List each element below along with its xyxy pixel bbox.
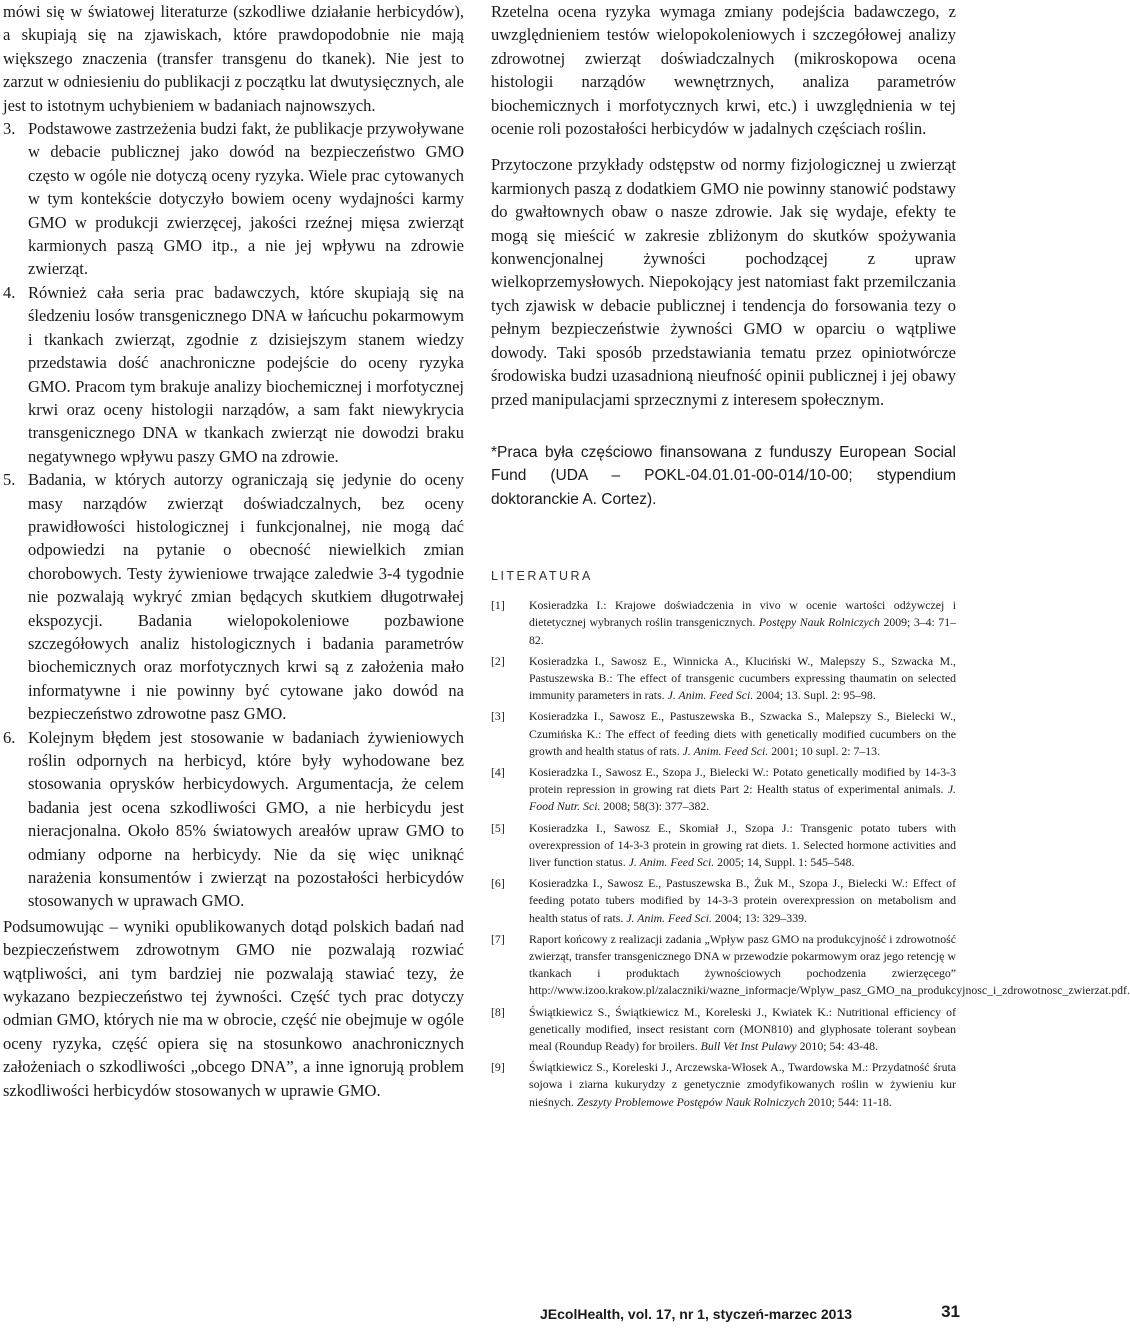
funding-note: *Praca była częściowo finansowana z funduszy European Social Fund (UDA – POKL-04.01.01-00-014/10-00; stypendium doktoranckie A. Cortez). — [491, 443, 956, 508]
list-item — [3, 117, 464, 281]
reference-number: [4] — [491, 764, 505, 779]
reference-number: [3] — [491, 709, 505, 724]
reference-item — [491, 875, 956, 927]
reference-journal: Zeszyty Problemowe Postępów Nauk Rolniczych — [576, 1094, 806, 1109]
reference-journal: Postępy Nauk Rolniczych — [758, 615, 880, 630]
list-item-number: 4. — [3, 282, 16, 302]
reference-number: [9] — [491, 1060, 505, 1075]
numbered-list — [3, 117, 464, 913]
summary-paragraph: Podsumowując – wyniki opublikowanych dotąd polskich badań nad bezpieczeństwem zdrowotnym GMO nie pozwalają rozwiać wątpliwości, ani tym bardziej nie pozwalają stawiać tezy, że wykazano bezpieczeństwo tej żywności. Część tych prac dotyczy odmian GMO, których nie ma w obrocie, część nie obejmuje w ogóle oceny ryzyka, część opiera się na stosunkowo anachronicznych założeniach o szkodliwości „obcego DNA”, a inne ignorują problem szkodliwości herbicydów stosowanych w uprawie GMO. — [3, 916, 464, 1100]
reference-text: Kosieradzka I., Sawosz E., Skomiał J., Szopa J.: Transgenic potato tubers with overexpression of 14-3-3 protein in growing rat diets. 1. Selected hormone activities and liver function status. — [529, 820, 956, 869]
right-column — [491, 0, 1130, 1115]
list-item-text: Badania, w których autorzy ograniczają się jedynie do oceny masy narządów zwierząt doświadczalnych, bez oceny prawidłowości histologicznej i funkcjonalnej, nie mogą dać odpowiedzi na pytanie o obecność niewielkich zmian chorobowych. Testy żywieniowe trwające zaledwie 3-4 tygodnie nie pozwalają wykryć zmian będących skutkiem długotrwałej ekspozycji. Badania wielopokoleniowe pozbawione szczegółowych analiz histologicznych i badania parametrów biochemicznych oraz morfotycznych krwi są z założenia mało informatywne i nie powinny być cytowane jako dowód na bezpieczeństwo zdrowotne pasz GMO. — [28, 470, 464, 724]
list-item-text: Podstawowe zastrzeżenia budzi fakt, że publikacje przywoływane w debacie publicznej jako dowód na bezpieczeństwo GMO często w ogóle nie dotyczą oceny ryzyka. Wiele prac cytowanych w tym kontekście dotyczyło bowiem oceny wydajności karmy GMO w produkcji zwierzęcej, jakości rzeźnej mięsa zwierząt karmionych paszą GMO itp., a nie jej wpływu na zdrowie zwierząt. — [28, 119, 464, 279]
reference-text: Kosieradzka I.: Krajowe doświadczenia in vivo w ocenie wartości odżywczej i dietetycznej wybranych roślin transgenicznych. — [529, 598, 956, 630]
list-item-number: 3. — [3, 119, 16, 139]
reference-text: Świątkiewicz S., Świątkiewicz M., Koreleski J., Kwiatek K.: Nutritional efficiency of genetically modified, insect resistant corn (MON810) and glyphosate tolerant soybean meal (Roundup Ready) for broilers. — [529, 1004, 956, 1053]
reference-details: 2009; 3–4: 71–82. — [529, 615, 957, 647]
reference-journal: J. Anim. Feed Sci. — [628, 854, 715, 869]
reference-text: Raport końcowy z realizacji zadania „Wpływ pasz GMO na produkcyjność i zdrowotność zwierząt, transfer transgenicznego DNA w przewodzie pokarmowym oraz jego retencję w tkankach i produktach żywnościowych pochodzenia zwierzęcego” http://www.izoo.krakow.pl/zalaczniki/wazne_informacje/Wplyw_pasz_GMO_na_produkcyjnosc_i_zdrowotnosc_zwierzat.pdf. — [529, 931, 1130, 998]
reference-text: Kosieradzka I., Sawosz E., Pastuszewska B., Szwacka S., Malepszy S., Bielecki W., Czumińska K.: The effect of feeding diets with genetically modified cucumbers on the growth and health status of rats. — [529, 709, 956, 758]
reference-journal: J. Anim. Feed Sci. — [626, 910, 712, 925]
page-number: 31 — [941, 1302, 960, 1321]
examples-paragraph: Przytoczone przykłady odstępstw od normy fizjologicznej u zwierząt karmionych paszą z dodatkiem GMO nie powinny stanowić podstawy do gwałtownych obaw o nasze zdrowie. Jak się wydaje, efekty te mogą się mieścić w zakresie zbliżonym do skutków spożywania konwencjonalnej żywności pochodzącej z upraw wielkoprzemysłowych. Niepokojący jest natomiast fakt przemilczania tych zjawisk w debacie publicznej i tendencja do forsowania tezy o pełnym bezpieczeństwie żywności GMO w oparciu o wątpliwe dowody. Taki sposób przedstawiania tematu przez opiniotwórcze środowiska budzi uzasadnioną nieufność opinii publicznej i jej obawy przed manipulacjami sprzecznymi z interesem społecznym. — [491, 155, 956, 409]
reference-item — [491, 820, 956, 872]
page-footer — [540, 1302, 960, 1326]
reference-journal: J. Food Nutr. Sci. — [529, 782, 956, 814]
reference-details: 2010; 544: 11-18. — [805, 1094, 892, 1109]
reference-number: [6] — [491, 876, 505, 891]
reference-item — [491, 708, 956, 760]
list-item-number: 5. — [3, 470, 16, 490]
reference-item — [491, 1059, 956, 1111]
reference-number: [1] — [491, 598, 505, 613]
intro-paragraph: mówi się w światowej literaturze (szkodliwe działanie herbicydów), a skupiają się na zjawiskach, które prawdopodobnie nie mają większego znaczenia (transfer transgenu do tkanek). Nie jest to zarzut w odniesieniu do publikacji z początku lat dwutysięcznych, ale jest to istotnym uchybieniem w badaniach najnowszych. — [3, 2, 464, 115]
reference-text: Kosieradzka I., Sawosz E., Szopa J., Bielecki W.: Potato genetically modified by 14-3-3 protein repression in growing rat diets Part 2: Health status of experimental animals. — [529, 764, 956, 797]
list-item-text: Kolejnym błędem jest stosowanie w badaniach żywieniowych roślin odpornych na herbicyd, które były wyhodowane bez stosowania oprysków herbicydowych. Argumentacja, że celem badania jest ocena szkodliwości GMO, a nie herbicydu jest nieracjonalna. Około 85% światowych areałów upraw GMO to odmiany odporne na herbicydy. Nie da się więc uniknąć narażenia konsumentów i zwierząt na pozostałości herbicydów stosowanych w uprawach GMO. — [28, 727, 464, 911]
reference-number: [7] — [491, 931, 505, 946]
list-item — [3, 468, 464, 725]
reference-number: [8] — [491, 1004, 505, 1019]
reference-item — [491, 653, 956, 705]
literature-heading: LITERATURA — [491, 569, 593, 584]
reference-number: [2] — [491, 653, 505, 668]
reference-details: 2004; 13. Supl. 2: 95–98. — [753, 688, 876, 703]
assessment-paragraph: Rzetelna ocena ryzyka wymaga zmiany podejścia badawczego, z uwzględnieniem testów wielopokoleniowych i szczegółowej analizy zdrowotnej zwierząt doświadczalnych (mikroskopowa ocena histologii narządów wewnętrznych, analiza parametrów biochemicznych i morfotycznych krwi, etc.) i uwzględnienia w tej ocenie roli pozostałości herbicydów w jadalnych częściach roślin. — [491, 2, 956, 139]
reference-text: Kosieradzka I., Sawosz E., Winnicka A., Kluciński W., Malepszy S., Szwacka M., Pastuszewska B.: The effect of transgenic cucumbers expressing thaumatin on selected immunity parameters in rats. — [529, 653, 956, 703]
reference-item — [491, 1004, 956, 1056]
reference-journal: J. Anim. Feed Sci. — [682, 743, 769, 758]
list-item — [3, 726, 464, 913]
list-item-number: 6. — [3, 727, 16, 747]
reference-number: [5] — [491, 820, 505, 835]
reference-details: 2010; 54: 43-48. — [796, 1039, 878, 1053]
list-item — [3, 281, 464, 468]
reference-text: Świątkiewicz S., Koreleski J., Arczewska-Włosek A., Twardowska M.: Przydatność śruta sojowa i ziarna kukurydzy z genetycznie zmodyfikowanych roślin w żywieniu kur nieśnych. — [529, 1060, 956, 1109]
reference-list — [491, 597, 1130, 1111]
reference-journal: Bull Vet Inst Pulawy — [700, 1039, 797, 1053]
reference-details: 2001; 10 supl. 2: 7–13. — [768, 743, 881, 758]
reference-item — [491, 931, 1130, 1000]
reference-details: 2008; 58(3): 377–382. — [600, 799, 710, 814]
list-item-text: Również cała seria prac badawczych, które skupiają się na śledzeniu losów transgenicznego DNA w łańcuchu pokarmowym i tkankach zwierząt, zgodnie z dzisiejszym stanem wiedzy przedstawia dość anachroniczne podejście do oceny ryzyka GMO. Pracom tym brakuje analizy biochemicznej i morfotycznej krwi oraz oceny histologii narządów, a sam fakt niewykrycia transgenicznego DNA w tkankach zwierząt nie dowodzi braku negatywnego wpływu paszy GMO na zdrowie. — [28, 282, 464, 466]
reference-details: 2005; 14, Suppl. 1: 545–548. — [714, 854, 855, 869]
reference-details: 2004; 13: 329–339. — [711, 910, 807, 925]
left-column — [3, 0, 464, 1102]
journal-citation: JEcolHealth, vol. 17, nr 1, styczeń-marzec 2013 — [540, 1306, 853, 1322]
reference-journal: J. Anim. Feed Sci. — [667, 688, 754, 703]
reference-text: Kosieradzka I., Sawosz E., Pastuszewska B., Żuk M., Szopa J., Bielecki W.: Effect of feeding potato tubers modified by 14-3-3 protein overexpression on metabolism and health status of rats. — [529, 876, 956, 925]
reference-item — [491, 597, 956, 649]
reference-item — [491, 764, 956, 816]
